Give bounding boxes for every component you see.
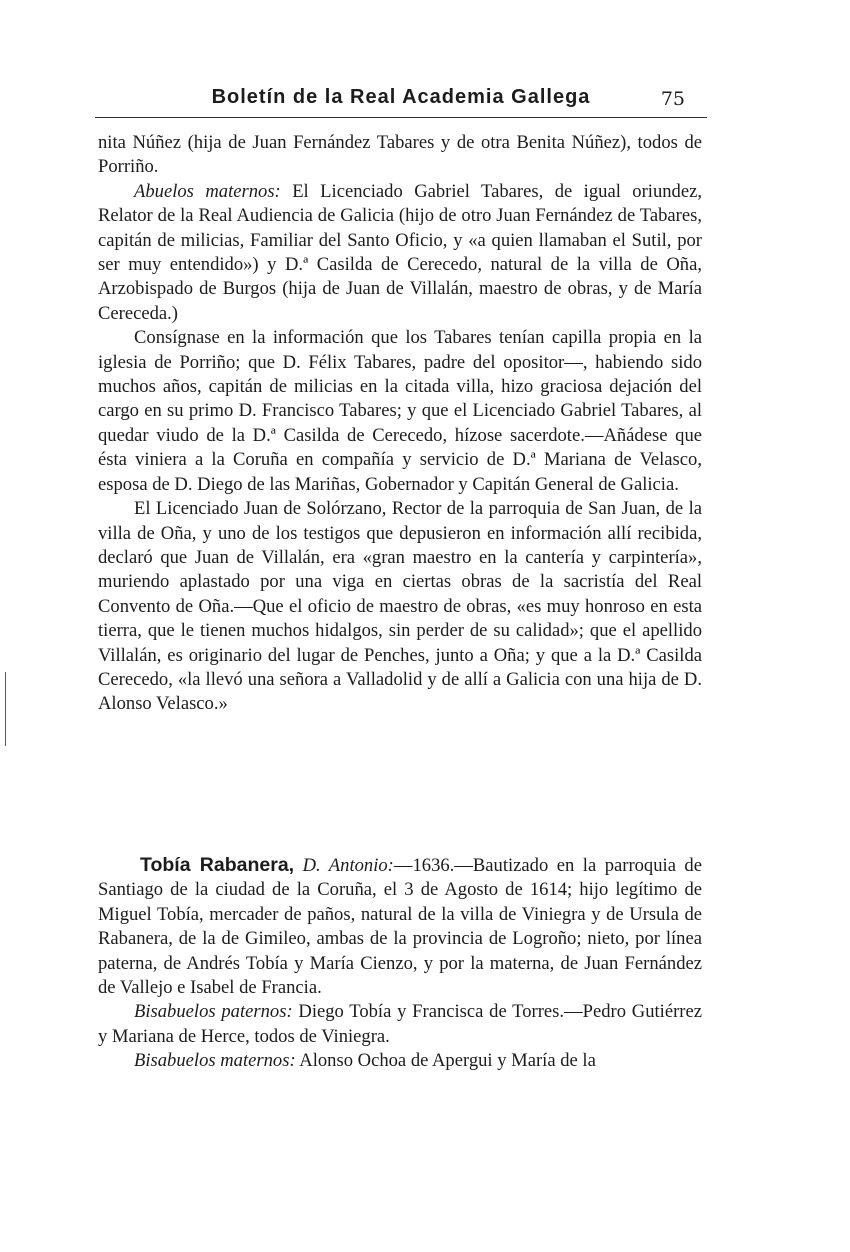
section-tabares <box>98 131 702 717</box>
text-bisabuelos-maternos: Alonso Ochoa de Apergui y María de la <box>299 1050 596 1072</box>
entry-name: Tobía Rabanera, <box>140 854 295 876</box>
page-number: 75 <box>660 88 685 110</box>
entry-text: —1636.—Bautizado en la parroquia de Santiago de la ciudad de la Coruña, el 3 de Agosto de 1614; hijo legítimo de Miguel Tobía, mercader de paños, natural de la villa de Viniegra y de Ursula de Rabanera, de la de Gimileo, ambas de la provincia de Logroño; nieto, por línea paterna, de Andrés Tobía y María Cienzo, y por la materna, de Juan Fernández de Vallejo e Isabel de Francia. <box>98 855 702 999</box>
text-bisabuelos-paternos: Diego Tobía y Francisca de Torres.—Pedro Gutiérrez y Mariana de Herce, todos de Viniegra. <box>98 1001 702 1047</box>
paragraph-consignase: Consígnase en la información que los Tabares tenían capilla propia en la iglesia de Porriño; que D. Félix Tabares, padre del opositor—, habiendo sido muchos años, capitán de milicias en la citada villa, hizo graciosa dejación del cargo en su primo D. Francisco Tabares; y que el Licenciado Gabriel Tabares, al quedar viudo de la D.ª Casilda de Cerecedo, hízose sacerdote.—Añádese que ésta viniera a la Coruña en compañía y servicio de D.ª Mariana de Velasco, esposa de D. Diego de las Mariñas, Gobernador y Capitán General de Galicia. <box>98 327 702 495</box>
label-bisabuelos-maternos: Bisabuelos maternos: <box>134 1050 296 1072</box>
label-bisabuelos-paternos: Bisabuelos paternos: <box>134 1001 293 1023</box>
section-tobia <box>98 853 702 1074</box>
label-abuelos-maternos: Abuelos maternos: <box>134 180 281 202</box>
paragraph-abuelos-maternos <box>98 180 702 326</box>
paragraph-continuation: nita Núñez (hija de Juan Fernández Tabares y de otra Benita Núñez), todos de Porriño. <box>98 132 702 178</box>
header-rule <box>95 117 707 118</box>
journal-title: Boletín de la Real Academia Gallega <box>211 86 591 108</box>
running-header <box>95 86 707 116</box>
paragraph-tobia-entry <box>98 853 702 1000</box>
paragraph-bisabuelos-paternos <box>98 1000 702 1049</box>
paragraph-solorzano: El Licenciado Juan de Solórzano, Rector de la parroquia de San Juan, de la villa de Oña, y uno de los testigos que depusieron en información allí recibida, declaró que Juan de Villalán, era «gran maestro en la cantería y carpintería», muriendo aplastado por una viga en ciertas obras de la sacristía del Real Convento de Oña.—Que el oficio de maestro de obras, «es muy honroso en esta tierra, que le tienen muchos hidalgos, sin perder de su calidad»; que el apellido Villalán, es originario del lugar de Penches, junto a Oña; y que a la D.ª Casilda Cerecedo, «la llevó una señora a Valladolid y de allí a Galicia con una hija de D. Alonso Velasco.» <box>98 498 702 715</box>
paragraph-bisabuelos-maternos <box>98 1049 702 1073</box>
margin-mark <box>5 672 6 746</box>
text-abuelos-maternos: El Licenciado Gabriel Tabares, de igual oriundez, Relator de la Real Audiencia de Galicia (hijo de otro Juan Fernández de Tabares, capitán de milicias, Familiar del Santo Oficio, y «a quien llamaban el Sutil, por ser muy entendido») y D.ª Casilda de Cerecedo, natural de la villa de Oña, Arzobispado de Burgos (hija de Juan de Villalán, maestro de obras, y de María Cereceda.) <box>98 180 703 324</box>
entry-given-name: D. Antonio: <box>302 855 394 876</box>
